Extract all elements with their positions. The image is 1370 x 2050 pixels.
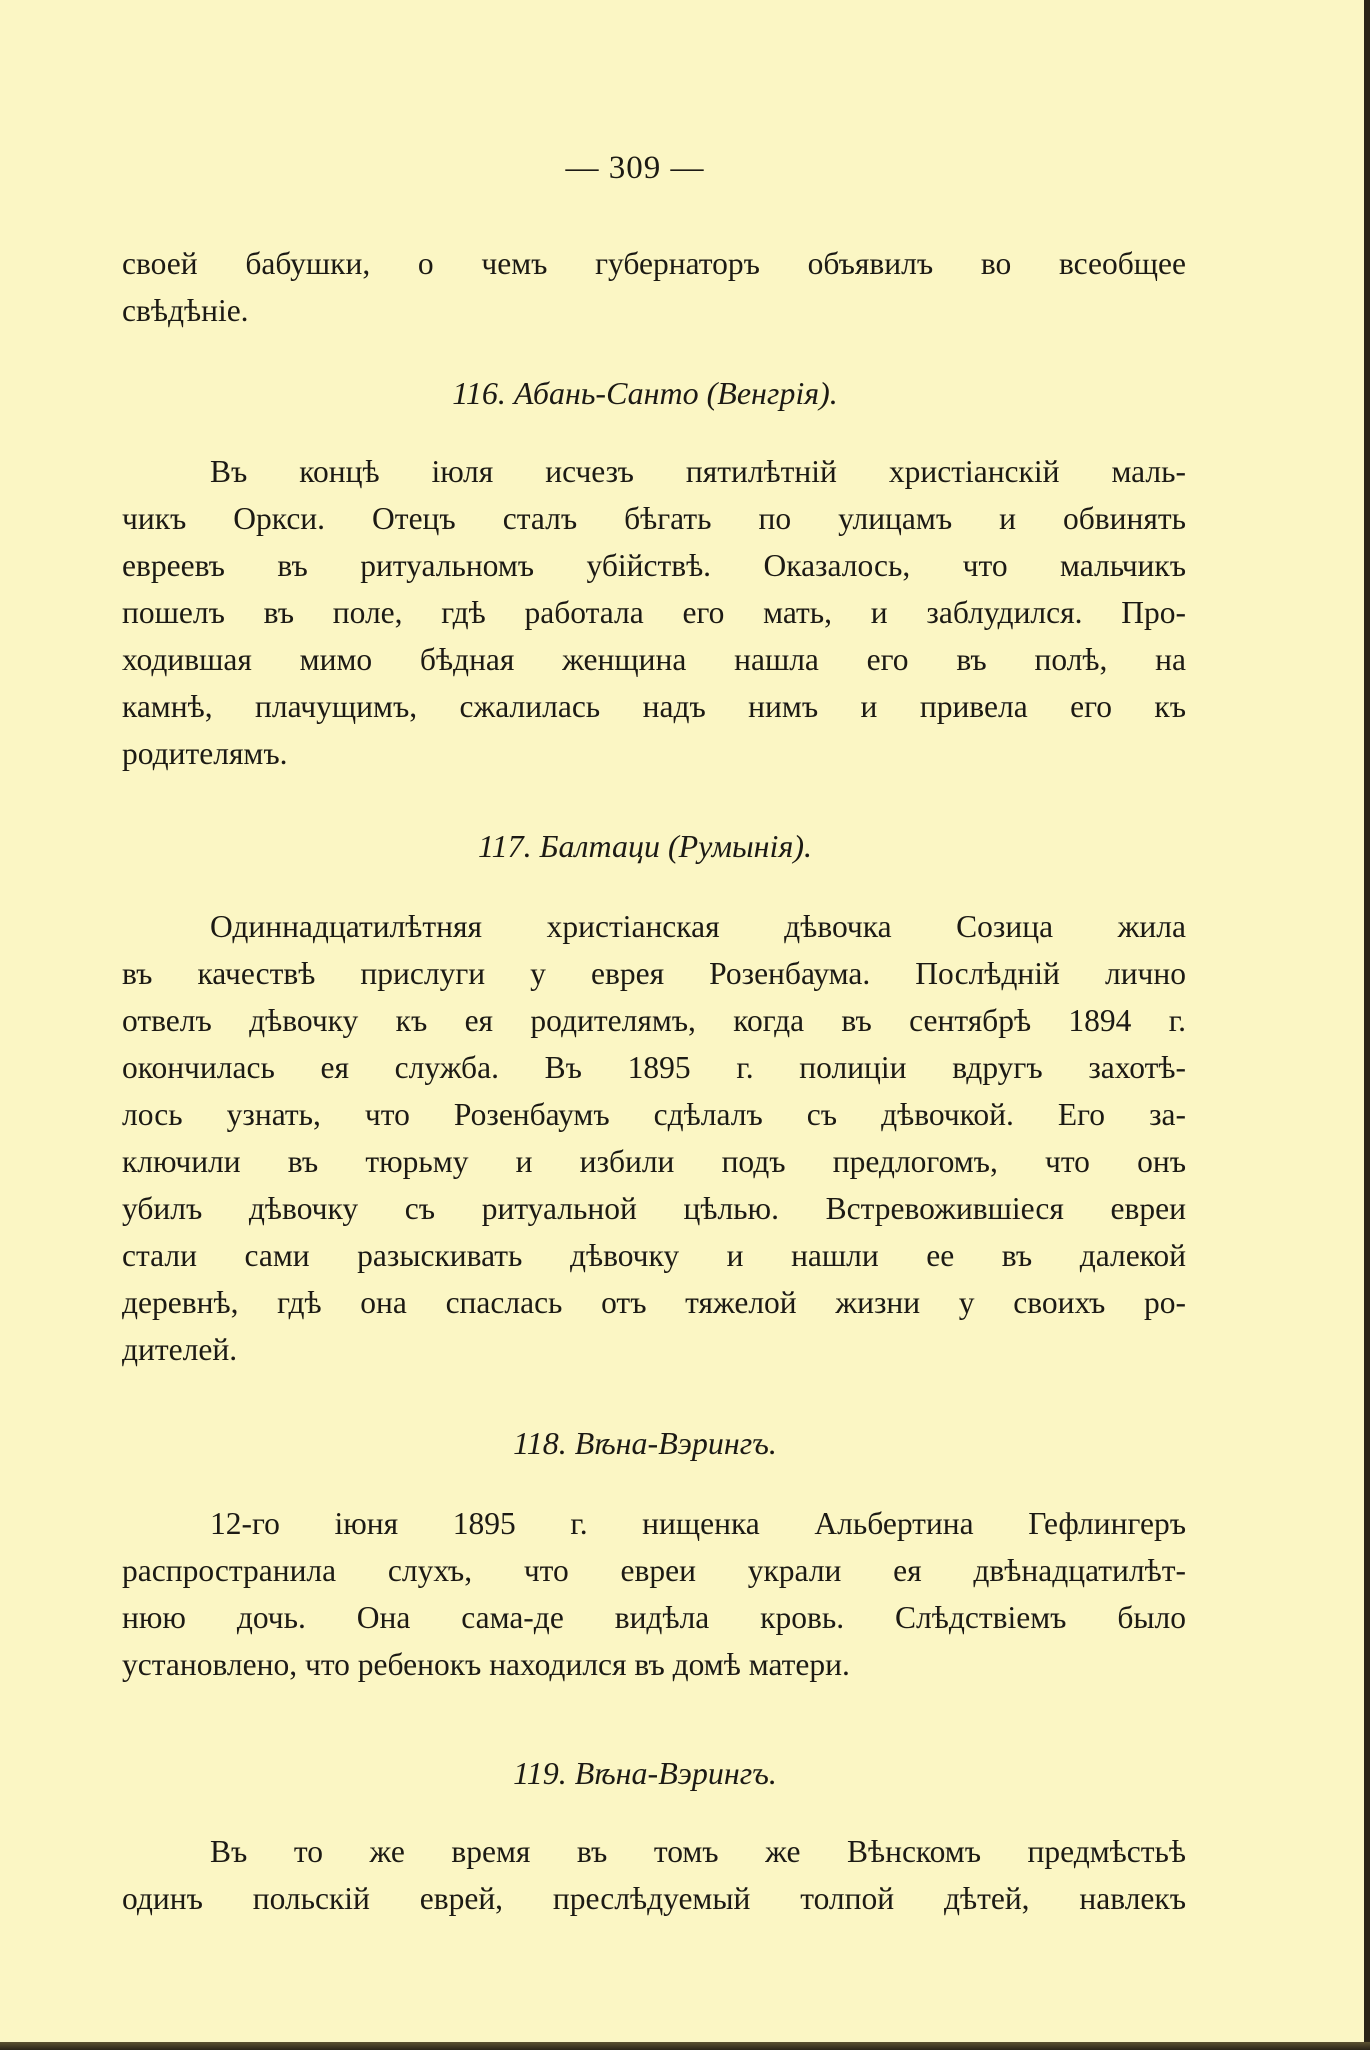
page-edge-shadow xyxy=(1364,0,1370,2050)
page-number: — 309 — xyxy=(565,150,705,186)
text-line: убилъ дѣвочку съ ритуальной цѣлью. Встревожившіеся евреи xyxy=(122,1191,1186,1226)
text-line: дителей. xyxy=(122,1332,238,1367)
text-line: въ качествѣ прислуги у еврея Розенбаума. Послѣдній лично xyxy=(122,956,1186,991)
text-line: свѣдѣніе. xyxy=(122,293,249,328)
paragraph-118 xyxy=(122,1500,1186,1688)
text-line: ключили въ тюрьму и избили подъ предлогомъ, что онъ xyxy=(122,1144,1186,1179)
text-line: чикъ Оркси. Отецъ сталъ бѣгать по улицамъ и обвинять xyxy=(122,501,1186,536)
text-line: своей бабушки, о чемъ губернаторъ объявилъ во всеобщее xyxy=(122,246,1186,281)
text-line: пошелъ въ поле, гдѣ работала его мать, и заблудился. Про- xyxy=(122,595,1186,630)
text-line: 12-го іюня 1895 г. нищенка Альбертина Гефлингеръ xyxy=(210,1506,1186,1541)
paragraph-119 xyxy=(122,1828,1186,1922)
text-line: родителямъ. xyxy=(122,736,288,771)
text-line: нюю дочь. Она сама-де видѣла кровь. Слѣдствіемъ было xyxy=(122,1600,1186,1635)
text-line: стали сами разыскивать дѣвочку и нашли ее въ далекой xyxy=(122,1238,1186,1273)
paragraph-117 xyxy=(122,903,1186,1373)
text-line: евреевъ въ ритуальномъ убійствѣ. Оказалось, что мальчикъ xyxy=(122,548,1186,583)
text-line: окончилась ея служба. Въ 1895 г. полиціи вдругъ захотѣ- xyxy=(122,1050,1186,1085)
text-line: отвелъ дѣвочку къ ея родителямъ, когда въ сентябрѣ 1894 г. xyxy=(122,1003,1186,1038)
text-line: деревнѣ, гдѣ она спаслась отъ тяжелой жизни у своихъ ро- xyxy=(122,1285,1186,1320)
section-heading-119: 119. Вѣна-Вэрингъ. xyxy=(513,1755,777,1791)
section-heading-117: 117. Балтаци (Румынія). xyxy=(478,828,812,864)
text-line: Въ концѣ іюля исчезъ пятилѣтній христіанскій маль- xyxy=(210,454,1186,489)
text-line: камнѣ, плачущимъ, сжалилась надъ нимъ и привела его къ xyxy=(122,689,1186,724)
text-line: установлено, что ребенокъ находился въ домѣ матери. xyxy=(122,1647,850,1682)
paragraph-116 xyxy=(122,448,1186,777)
text-line: ходившая мимо бѣдная женщина нашла его въ полѣ, на xyxy=(122,642,1186,677)
paragraph-continuation xyxy=(122,240,1186,334)
text-line: распространила слухъ, что евреи украли ея двѣнадцатилѣт- xyxy=(122,1553,1186,1588)
text-line: лось узнать, что Розенбаумъ сдѣлалъ съ дѣвочкой. Его за- xyxy=(122,1097,1186,1132)
text-line: Одиннадцатилѣтняя христіанская дѣвочка Созица жила xyxy=(210,909,1186,944)
text-line: Въ то же время въ томъ же Вѣнскомъ предмѣстьѣ xyxy=(210,1834,1186,1869)
section-heading-116: 116. Абань-Санто (Венгрія). xyxy=(452,375,838,411)
section-heading-118: 118. Вѣна-Вэрингъ. xyxy=(513,1425,777,1461)
text-line: одинъ польскій еврей, преслѣдуемый толпой дѣтей, навлекъ xyxy=(122,1881,1186,1916)
page-edge-bottom xyxy=(0,2042,1370,2050)
